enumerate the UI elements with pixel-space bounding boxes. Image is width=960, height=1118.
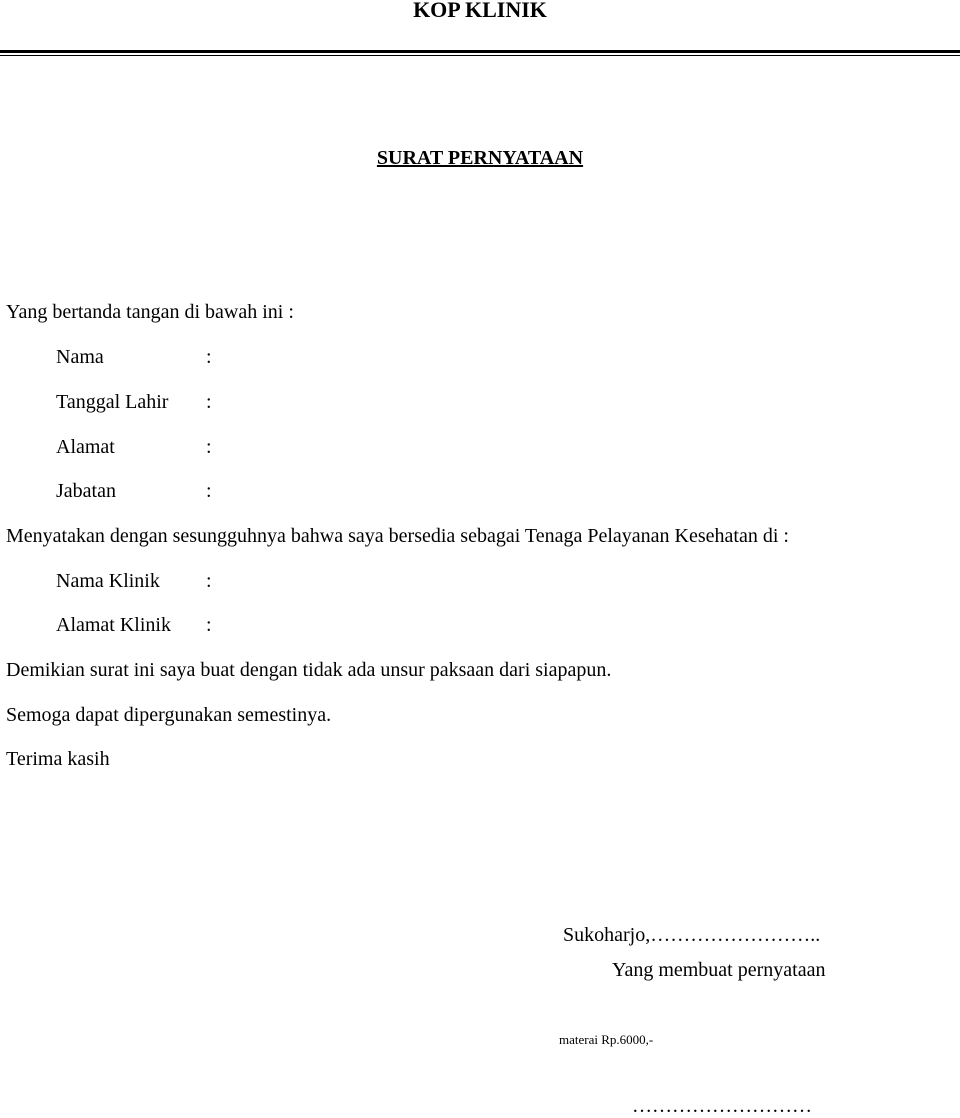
field-colon: :	[206, 346, 212, 368]
letterhead-rule-thin	[0, 55, 960, 56]
field-label-jabatan: Jabatan	[56, 480, 116, 502]
letterhead-rule-thick	[0, 50, 960, 53]
statement-text: Menyatakan dengan sesungguhnya bahwa saya bersedia sebagai Tenaga Pelayanan Kesehatan di :	[6, 525, 789, 547]
field-colon: :	[206, 391, 212, 413]
closing-text-3: Terima kasih	[6, 748, 110, 770]
signature-place-date: Sukoharjo,……………………..	[563, 924, 821, 946]
field-label-tanggal-lahir: Tanggal Lahir	[56, 391, 169, 413]
field-label-nama: Nama	[56, 346, 104, 368]
closing-text-1: Demikian surat ini saya buat dengan tidak ada unsur paksaan dari siapapun.	[6, 659, 612, 681]
field-label-nama-klinik: Nama Klinik	[56, 570, 160, 592]
field-colon: :	[206, 570, 212, 592]
document-title: SURAT PERNYATAAN	[376, 147, 584, 169]
field-label-alamat: Alamat	[56, 436, 115, 458]
field-colon: :	[206, 614, 212, 636]
field-label-alamat-klinik: Alamat Klinik	[56, 614, 171, 636]
signature-caption: Yang membuat pernyataan	[612, 959, 826, 981]
letterhead-title: KOP KLINIK	[413, 0, 547, 22]
intro-text: Yang bertanda tangan di bawah ini :	[6, 301, 294, 323]
materai-stamp-note: materai Rp.6000,-	[559, 1032, 654, 1047]
field-colon: :	[206, 436, 212, 458]
field-colon: :	[206, 480, 212, 502]
closing-text-2: Semoga dapat dipergunakan semestinya.	[6, 704, 332, 726]
signature-name-line: ………………………	[632, 1095, 812, 1117]
